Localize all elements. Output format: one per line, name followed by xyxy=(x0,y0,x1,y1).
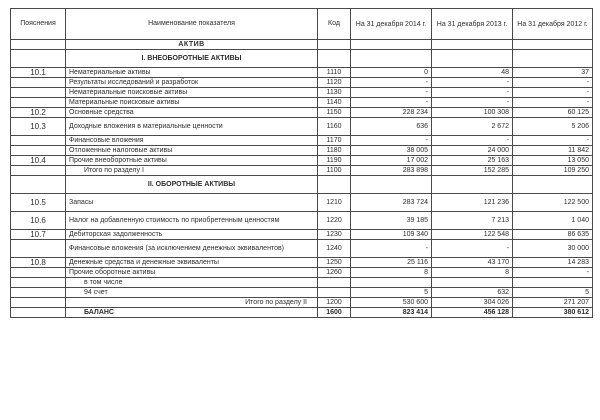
code-cell: 1220 xyxy=(318,212,351,230)
table-row xyxy=(11,98,593,108)
value-2013-cell xyxy=(432,176,513,194)
value-2013-cell xyxy=(432,50,513,68)
indicator-cell: в том числе xyxy=(66,278,318,288)
explanation-cell: 10.6 xyxy=(11,212,66,230)
value-2012-cell: - xyxy=(513,78,593,88)
header-year-2013: На 31 декабря 2013 г. xyxy=(432,9,513,40)
value-2013-cell: 456 128 xyxy=(432,308,513,318)
value-2014-cell: 5 xyxy=(351,288,432,298)
value-2012-cell: 5 xyxy=(513,288,593,298)
value-2014-cell: - xyxy=(351,88,432,98)
value-2013-cell: - xyxy=(432,98,513,108)
value-2014-cell: - xyxy=(351,136,432,146)
table-row xyxy=(11,288,593,298)
code-cell xyxy=(318,50,351,68)
indicator-cell: Нематериальные поисковые активы xyxy=(66,88,318,98)
value-2012-cell xyxy=(513,40,593,50)
value-2014-cell: 0 xyxy=(351,68,432,78)
value-2013-cell: 43 170 xyxy=(432,258,513,268)
value-2014-cell xyxy=(351,40,432,50)
value-2012-cell: - xyxy=(513,136,593,146)
indicator-cell: Финансовые вложения (за исключением денежных эквивалентов) xyxy=(66,240,318,258)
value-2013-cell: 122 548 xyxy=(432,230,513,240)
explanation-cell xyxy=(11,268,66,278)
code-cell: 1160 xyxy=(318,118,351,136)
value-2012-cell: 37 xyxy=(513,68,593,78)
value-2013-cell: 25 163 xyxy=(432,156,513,166)
explanation-cell xyxy=(11,88,66,98)
explanation-cell: 10.8 xyxy=(11,258,66,268)
code-cell: 1180 xyxy=(318,146,351,156)
value-2012-cell: 5 206 xyxy=(513,118,593,136)
indicator-cell: Доходные вложения в материальные ценности xyxy=(66,118,318,136)
value-2014-cell: - xyxy=(351,98,432,108)
value-2013-cell: - xyxy=(432,240,513,258)
table-row xyxy=(11,40,593,50)
header-indicator: Наименование показателя xyxy=(66,9,318,40)
indicator-cell: Результаты исследований и разработок xyxy=(66,78,318,88)
indicator-cell: Финансовые вложения xyxy=(66,136,318,146)
table-row xyxy=(11,68,593,78)
table-row xyxy=(11,194,593,212)
table-row xyxy=(11,50,593,68)
value-2013-cell: 48 xyxy=(432,68,513,78)
explanation-cell xyxy=(11,166,66,176)
value-2014-cell: 636 xyxy=(351,118,432,136)
value-2014-cell: 823 414 xyxy=(351,308,432,318)
value-2013-cell: 121 236 xyxy=(432,194,513,212)
value-2013-cell: 100 308 xyxy=(432,108,513,118)
table-row xyxy=(11,136,593,146)
value-2013-cell xyxy=(432,278,513,288)
value-2012-cell: 13 050 xyxy=(513,156,593,166)
table-row xyxy=(11,166,593,176)
indicator-cell: Итого по разделу I xyxy=(66,166,318,176)
explanation-cell xyxy=(11,136,66,146)
value-2014-cell: 228 234 xyxy=(351,108,432,118)
value-2012-cell: 271 207 xyxy=(513,298,593,308)
table-row xyxy=(11,156,593,166)
table-row xyxy=(11,240,593,258)
value-2014-cell xyxy=(351,50,432,68)
code-cell: 1260 xyxy=(318,268,351,278)
explanation-cell xyxy=(11,288,66,298)
value-2014-cell: 283 898 xyxy=(351,166,432,176)
explanation-cell: 10.7 xyxy=(11,230,66,240)
value-2013-cell: - xyxy=(432,78,513,88)
indicator-cell: I. ВНЕОБОРОТНЫЕ АКТИВЫ xyxy=(66,50,318,68)
code-cell: 1600 xyxy=(318,308,351,318)
header-year-2012: На 31 декабря 2012 г. xyxy=(513,9,593,40)
indicator-cell: Денежные средства и денежные эквиваленты xyxy=(66,258,318,268)
value-2012-cell: - xyxy=(513,268,593,278)
indicator-cell: Прочие оборотные активы xyxy=(66,268,318,278)
value-2014-cell: - xyxy=(351,78,432,88)
table-row xyxy=(11,146,593,156)
indicator-cell: Основные средства xyxy=(66,108,318,118)
indicator-cell: Налог на добавленную стоимость по приобретенным ценностям xyxy=(66,212,318,230)
value-2013-cell xyxy=(432,40,513,50)
value-2013-cell: - xyxy=(432,88,513,98)
indicator-cell: Итого по разделу II xyxy=(66,298,318,308)
explanation-cell xyxy=(11,308,66,318)
code-cell: 1130 xyxy=(318,88,351,98)
table-row xyxy=(11,278,593,288)
table-row xyxy=(11,268,593,278)
value-2012-cell: 1 040 xyxy=(513,212,593,230)
value-2014-cell xyxy=(351,278,432,288)
indicator-cell: Запасы xyxy=(66,194,318,212)
table-row xyxy=(11,108,593,118)
code-cell: 1120 xyxy=(318,78,351,88)
explanation-cell xyxy=(11,40,66,50)
value-2014-cell: 530 600 xyxy=(351,298,432,308)
code-cell xyxy=(318,176,351,194)
explanation-cell xyxy=(11,98,66,108)
explanation-cell: 10.5 xyxy=(11,194,66,212)
table-row xyxy=(11,118,593,136)
explanation-cell xyxy=(11,78,66,88)
indicator-cell: Материальные поисковые активы xyxy=(66,98,318,108)
value-2012-cell: 11 842 xyxy=(513,146,593,156)
explanation-cell xyxy=(11,278,66,288)
explanation-cell: 10.2 xyxy=(11,108,66,118)
table-row xyxy=(11,298,593,308)
value-2012-cell: 109 250 xyxy=(513,166,593,176)
header-explanations: Пояснения xyxy=(11,9,66,40)
explanation-cell: 10.1 xyxy=(11,68,66,78)
explanation-cell xyxy=(11,298,66,308)
value-2012-cell: 14 283 xyxy=(513,258,593,268)
value-2013-cell: 2 672 xyxy=(432,118,513,136)
table-body xyxy=(11,40,593,318)
table-row xyxy=(11,176,593,194)
code-cell xyxy=(318,288,351,298)
value-2013-cell: - xyxy=(432,136,513,146)
value-2012-cell: - xyxy=(513,98,593,108)
value-2012-cell xyxy=(513,176,593,194)
value-2014-cell: - xyxy=(351,240,432,258)
balance-table xyxy=(10,8,593,318)
header-code: Код xyxy=(318,9,351,40)
table-row xyxy=(11,258,593,268)
code-cell: 1210 xyxy=(318,194,351,212)
value-2013-cell: 304 026 xyxy=(432,298,513,308)
indicator-cell: БАЛАНС xyxy=(66,308,318,318)
code-cell: 1140 xyxy=(318,98,351,108)
explanation-cell xyxy=(11,176,66,194)
value-2012-cell xyxy=(513,278,593,288)
value-2013-cell: 632 xyxy=(432,288,513,298)
code-cell: 1240 xyxy=(318,240,351,258)
code-cell: 1230 xyxy=(318,230,351,240)
code-cell: 1150 xyxy=(318,108,351,118)
value-2014-cell: 38 005 xyxy=(351,146,432,156)
table-row xyxy=(11,78,593,88)
indicator-cell: Прочие внеоборотные активы xyxy=(66,156,318,166)
value-2012-cell xyxy=(513,50,593,68)
table-row xyxy=(11,88,593,98)
indicator-cell: 94 счет xyxy=(66,288,318,298)
value-2014-cell: 25 116 xyxy=(351,258,432,268)
value-2012-cell: 86 635 xyxy=(513,230,593,240)
code-cell: 1250 xyxy=(318,258,351,268)
code-cell: 1110 xyxy=(318,68,351,78)
value-2012-cell: 30 000 xyxy=(513,240,593,258)
balance-sheet xyxy=(10,8,592,412)
indicator-cell: II. ОБОРОТНЫЕ АКТИВЫ xyxy=(66,176,318,194)
value-2012-cell: 122 500 xyxy=(513,194,593,212)
value-2013-cell: 152 285 xyxy=(432,166,513,176)
indicator-cell: АКТИВ xyxy=(66,40,318,50)
explanation-cell: 10.4 xyxy=(11,156,66,166)
code-cell: 1190 xyxy=(318,156,351,166)
value-2014-cell: 8 xyxy=(351,268,432,278)
explanation-cell xyxy=(11,240,66,258)
code-cell: 1170 xyxy=(318,136,351,146)
value-2013-cell: 24 000 xyxy=(432,146,513,156)
table-row xyxy=(11,230,593,240)
indicator-cell: Нематериальные активы xyxy=(66,68,318,78)
value-2012-cell: 60 125 xyxy=(513,108,593,118)
table-header-row xyxy=(11,9,593,40)
code-cell xyxy=(318,278,351,288)
explanation-cell: 10.3 xyxy=(11,118,66,136)
explanation-cell xyxy=(11,146,66,156)
value-2012-cell: - xyxy=(513,88,593,98)
value-2014-cell: 283 724 xyxy=(351,194,432,212)
value-2014-cell: 39 185 xyxy=(351,212,432,230)
value-2014-cell xyxy=(351,176,432,194)
value-2013-cell: 7 213 xyxy=(432,212,513,230)
table-row xyxy=(11,212,593,230)
header-year-2014: На 31 декабря 2014 г. xyxy=(351,9,432,40)
code-cell xyxy=(318,40,351,50)
value-2014-cell: 17 002 xyxy=(351,156,432,166)
indicator-cell: Дебиторская задолженность xyxy=(66,230,318,240)
indicator-cell: Отложенные налоговые активы xyxy=(66,146,318,156)
value-2014-cell: 109 340 xyxy=(351,230,432,240)
value-2013-cell: 8 xyxy=(432,268,513,278)
value-2012-cell: 380 612 xyxy=(513,308,593,318)
table-row xyxy=(11,308,593,318)
code-cell: 1100 xyxy=(318,166,351,176)
code-cell: 1200 xyxy=(318,298,351,308)
explanation-cell xyxy=(11,50,66,68)
